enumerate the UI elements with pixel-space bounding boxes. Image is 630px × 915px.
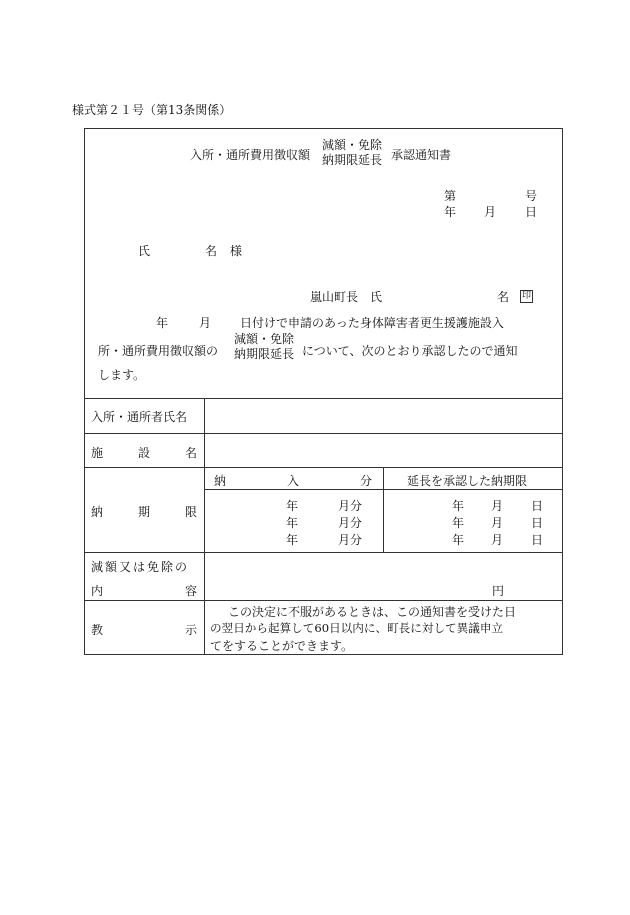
pay-header-char-1: 納	[214, 474, 227, 488]
instruction-char-1: 教	[91, 623, 104, 637]
extended-deadline-header: 延長を承認した納期限	[407, 474, 528, 488]
payment-period-header	[214, 472, 372, 489]
instruction-text-3: てをすることができます。	[210, 639, 354, 653]
deadline-label	[91, 503, 197, 520]
ext-row-2-year: 年	[452, 516, 465, 530]
body-line1: 日付けで申請のあった身体障害者更生援護施設入	[240, 316, 504, 330]
instruction-char-2: 示	[184, 623, 197, 637]
pay-header-char-3: 分	[359, 474, 372, 488]
ext-row-1-year: 年	[452, 499, 465, 513]
seal-mark	[520, 290, 533, 303]
row-rule-2	[84, 467, 563, 468]
recipient-sama: 様	[230, 244, 243, 258]
facility-char-3: 名	[184, 446, 197, 460]
reduction-label-line1: 減額又は免除の	[91, 560, 190, 574]
title-option-extension: 納期限延長	[322, 153, 383, 167]
title-prefix: 入所・通所費用徴収額	[190, 148, 311, 162]
instruction-text-1: この決定に不服があるときは、この通知書を受けた日	[228, 605, 517, 619]
body-option-reduction: 減額・免除	[234, 332, 295, 346]
title-options	[322, 138, 382, 168]
pay-header-char-2: 入	[286, 474, 299, 488]
doc-date-month: 月	[484, 205, 497, 219]
reduction-char-1: 内	[91, 584, 104, 598]
pay-row-3-year: 年	[286, 533, 299, 547]
deadline-char-2: 期	[137, 505, 150, 519]
doc-number-dai: 第	[444, 189, 457, 203]
recipient-shi: 氏	[138, 244, 151, 258]
ext-row-1-month: 月	[491, 499, 504, 513]
body-year: 年	[156, 316, 169, 330]
sender-title: 嵐山町長 氏	[310, 290, 383, 304]
form-number: 様式第２１号（第13条関係）	[72, 103, 232, 117]
seal-label: 印	[521, 291, 531, 301]
ext-row-3-month: 月	[491, 533, 504, 547]
pay-row-2-year: 年	[286, 516, 299, 530]
ext-row-3-day: 日	[531, 533, 544, 547]
doc-date-day: 日	[525, 205, 538, 219]
table-top-rule	[84, 398, 563, 399]
pay-row-1-month: 月分	[338, 499, 363, 513]
reduction-label-line2	[91, 582, 197, 599]
facility-char-1: 施	[91, 446, 104, 460]
reduction-char-2: 容	[184, 584, 197, 598]
deadline-split-rule	[383, 467, 384, 552]
doc-number-go: 号	[525, 189, 538, 203]
row-rule-1	[84, 433, 563, 434]
body-month: 月	[199, 316, 212, 330]
pay-row-3-month: 月分	[338, 533, 363, 547]
pay-row-1-year: 年	[286, 499, 299, 513]
ext-row-3-year: 年	[452, 533, 465, 547]
body-line2-prefix: 所・通所費用徴収額の	[98, 344, 219, 358]
sender-mei: 名	[497, 290, 510, 304]
body-option-extension: 納期限延長	[234, 347, 295, 361]
pay-row-2-month: 月分	[338, 516, 363, 530]
deadline-char-1: 納	[91, 505, 104, 519]
recipient-mei: 名	[205, 244, 218, 258]
title-suffix: 承認通知書	[391, 148, 452, 162]
instruction-label	[91, 621, 197, 638]
ext-row-1-day: 日	[531, 499, 544, 513]
resident-name-label: 入所・通所者氏名	[91, 410, 188, 424]
ext-row-2-day: 日	[531, 516, 544, 530]
label-column-rule	[204, 398, 205, 655]
yen-unit: 円	[492, 584, 505, 598]
facility-char-2: 設	[137, 446, 150, 460]
facility-name-label	[91, 444, 197, 461]
body-line2-options	[234, 332, 294, 362]
body-line3: します。	[98, 368, 146, 382]
body-line2-suffix: について、次のとおり承認したので通知	[302, 344, 518, 358]
title-option-reduction: 減額・免除	[322, 138, 383, 152]
ext-row-2-month: 月	[491, 516, 504, 530]
row-rule-4	[84, 600, 563, 601]
row-rule-3	[84, 552, 563, 553]
deadline-char-3: 限	[184, 505, 197, 519]
doc-date-year: 年	[444, 205, 457, 219]
instruction-text-2: の翌日から起算して60日以内に、町長に対して異議申立	[210, 621, 504, 635]
